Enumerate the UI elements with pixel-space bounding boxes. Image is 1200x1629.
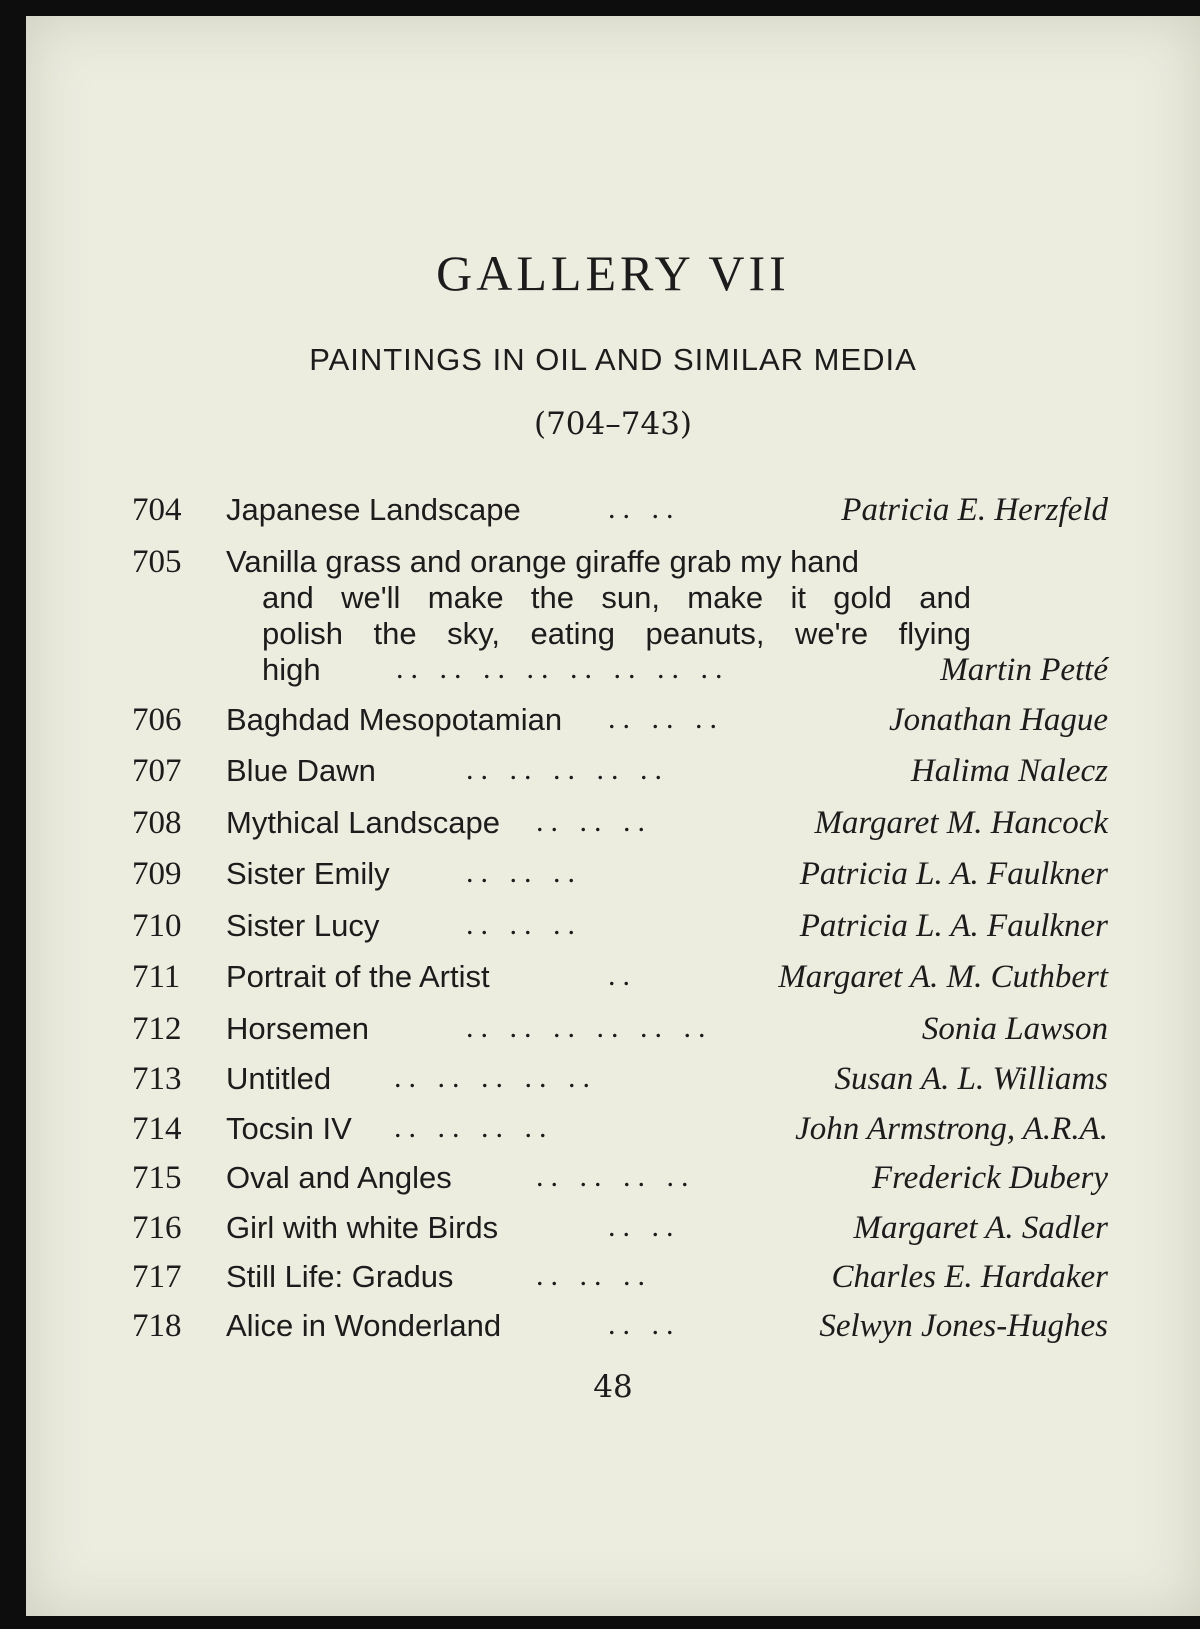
- entry-artist: John Armstrong, A.R.A.: [795, 1111, 1108, 1147]
- entry-number: 716: [132, 1210, 182, 1246]
- entry-number: 707: [132, 753, 182, 789]
- entry-number: 708: [132, 805, 182, 841]
- dot-leader: .. ..: [608, 1210, 681, 1243]
- dot-leader: .. .. .. .. ..: [466, 753, 669, 786]
- entry-number: 712: [132, 1011, 182, 1047]
- entry-number: 704: [132, 492, 182, 528]
- entry-artist: Margaret A. Sadler: [853, 1210, 1108, 1246]
- entry-title-line: and we'll make the sun, make it gold and: [262, 580, 971, 615]
- entry-title-line: Vanilla grass and orange giraffe grab my hand: [226, 544, 860, 579]
- dot-leader: .. ..: [608, 1308, 681, 1341]
- entry-artist: Margaret M. Hancock: [814, 805, 1108, 841]
- entry-title: Mythical Landscape: [226, 805, 500, 840]
- section-subtitle: PAINTINGS IN OIL AND SIMILAR MEDIA: [309, 342, 917, 377]
- entry-artist: Jonathan Hague: [888, 702, 1108, 738]
- entry-artist: Halima Nalecz: [910, 753, 1108, 789]
- entry-title-line: high: [262, 652, 321, 687]
- catalogue-page: [26, 16, 1200, 1616]
- dot-leader: .. .. ..: [536, 1259, 652, 1292]
- entry-artist: Frederick Dubery: [871, 1160, 1108, 1196]
- dot-leader: .. .. .. ..: [394, 1111, 554, 1144]
- entry-artist: Susan A. L. Williams: [834, 1061, 1108, 1097]
- entry-title: Untitled: [226, 1061, 332, 1096]
- entry-number: 705: [132, 544, 182, 580]
- dot-leader: .. .. .. ..: [536, 1160, 696, 1193]
- entry-number: 711: [132, 959, 181, 995]
- gallery-title: GALLERY VII: [436, 245, 790, 301]
- dot-leader: .. .. ..: [536, 805, 652, 838]
- entry-title: Sister Lucy: [226, 908, 380, 943]
- dot-leader: .. .. .. .. .. ..: [466, 1011, 713, 1044]
- entry-number: 713: [132, 1061, 182, 1097]
- entry-artist: Martin Petté: [940, 652, 1108, 688]
- dot-leader: .. .. .. .. ..: [394, 1061, 597, 1094]
- dot-leader: .. .. ..: [608, 702, 724, 735]
- entry-title: Blue Dawn: [226, 753, 376, 788]
- entry-artist: Patricia L. A. Faulkner: [799, 908, 1108, 944]
- page-number: 48: [593, 1369, 633, 1405]
- dot-leader: .. .. ..: [466, 856, 582, 889]
- entry-number: 715: [132, 1160, 182, 1196]
- entry-artist: Charles E. Hardaker: [831, 1259, 1108, 1295]
- entry-title: Sister Emily: [226, 856, 390, 891]
- dot-leader: .. .. ..: [466, 908, 582, 941]
- entry-title: Portrait of the Artist: [226, 959, 490, 994]
- entry-title: Oval and Angles: [226, 1160, 452, 1195]
- entry-title-line: polish the sky, eating peanuts, we're flying: [262, 616, 971, 651]
- dot-leader: .. .. .. .. .. .. .. ..: [396, 652, 730, 685]
- entry-number: 709: [132, 856, 182, 892]
- entry-artist: Selwyn Jones-Hughes: [819, 1308, 1108, 1344]
- entry-title: Still Life: Gradus: [226, 1259, 454, 1294]
- entry-title: Japanese Landscape: [226, 492, 521, 527]
- dot-leader: .. ..: [608, 492, 681, 525]
- entry-artist: Sonia Lawson: [921, 1011, 1108, 1047]
- entry-title: Tocsin IV: [226, 1111, 352, 1146]
- entry-number: 714: [132, 1111, 182, 1147]
- entry-number: 718: [132, 1308, 182, 1344]
- entry-number: 706: [132, 702, 182, 738]
- entry-artist: Patricia L. A. Faulkner: [799, 856, 1108, 892]
- dot-leader: ..: [608, 959, 637, 992]
- catalogue-range: (704–743): [533, 406, 693, 442]
- entry-number: 717: [132, 1259, 182, 1295]
- entry-title: Horsemen: [226, 1011, 369, 1046]
- entry-title: Alice in Wonderland: [226, 1308, 502, 1343]
- entry-artist: Margaret A. M. Cuthbert: [778, 959, 1108, 995]
- entry-number: 710: [132, 908, 182, 944]
- entry-title: Girl with white Birds: [226, 1210, 499, 1245]
- entry-artist: Patricia E. Herzfeld: [841, 492, 1108, 528]
- entry-title: Baghdad Mesopotamian: [226, 702, 563, 737]
